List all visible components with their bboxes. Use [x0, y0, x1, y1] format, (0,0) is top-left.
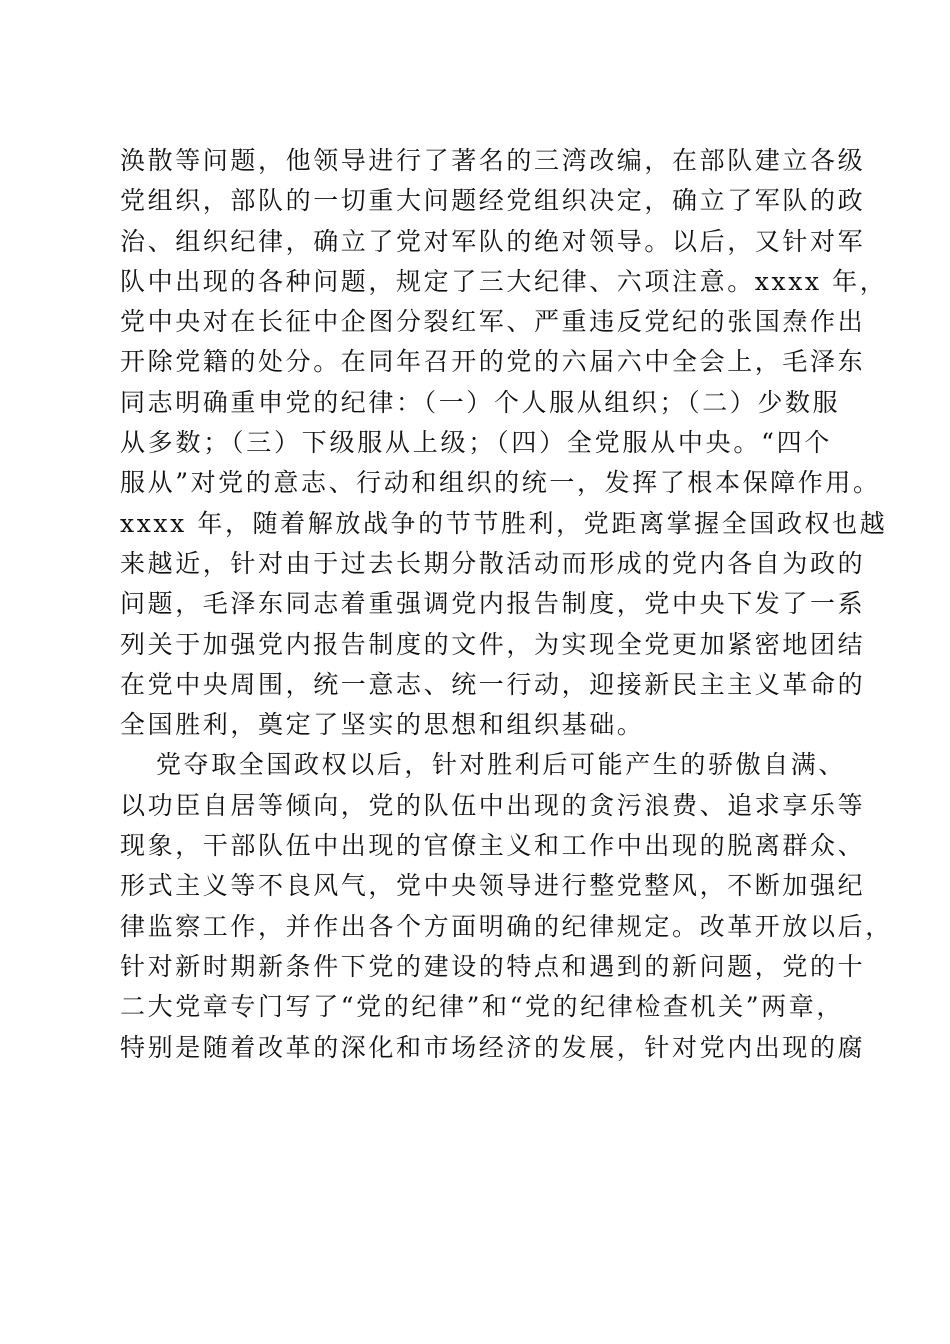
text-line: 开除党籍的处分。在同年召开的党的六届六中全会上，毛泽东	[120, 347, 866, 377]
document-body	[120, 141, 893, 1068]
text-line: 形式主义等不良风气，党中央领导进行整党整风，不断加强纪	[120, 871, 866, 901]
text-line: xxxx 年，随着解放战争的节节胜利，党距离掌握全国政权也越	[120, 508, 888, 538]
paragraph-1	[120, 141, 888, 745]
text-line: 现象，干部队伍中出现的官僚主义和工作中出现的脱离群众、	[120, 831, 866, 861]
text-line: 同志明确重申党的纪律：（一）个人服从组织；（二）少数服	[120, 387, 841, 417]
text-line: 党中央对在长征中企图分裂红军、严重违反党纪的张国焘作出	[120, 307, 866, 337]
text-line: 服从”对党的意志、行动和组织的统一，发挥了根本保障作用。	[120, 468, 881, 498]
text-line: 党夺取全国政权以后，针对胜利后可能产生的骄傲自满、	[156, 750, 847, 780]
text-line: 律监察工作，并作出各个方面明确的纪律规定。改革开放以后，	[120, 911, 893, 941]
paragraph-2	[120, 745, 893, 1067]
text-line: 涣散等问题，他领导进行了著名的三湾改编，在部队建立各级	[120, 146, 866, 175]
text-line: 队中出现的各种问题，规定了三大纪律、六项注意。xxxx 年，	[120, 266, 888, 296]
text-line: 党组织，部队的一切重大问题经党组织决定，确立了军队的政	[120, 186, 866, 216]
text-line: 来越近，针对由于过去长期分散活动而形成的党内各自为政的	[120, 548, 866, 578]
text-line: 治、组织纪律，确立了党对军队的绝对领导。以后，又针对军	[120, 226, 866, 256]
text-line: 问题，毛泽东同志着重强调党内报告制度，党中央下发了一系	[120, 589, 866, 619]
text-line: 以功臣自居等倾向，党的队伍中出现的贪污浪费、追求享乐等	[120, 790, 866, 820]
text-line: 从多数；（三）下级服从上级；（四）全党服从中央。“四个	[120, 428, 832, 458]
text-line: 全国胜利，奠定了坚实的思想和组织基础。	[120, 710, 645, 740]
text-line: 二大党章专门写了“党的纪律”和“党的纪律检查机关”两章，	[120, 992, 844, 1022]
text-line: 针对新时期新条件下党的建设的特点和遇到的新问题，党的十	[120, 951, 866, 981]
text-line: 特别是随着改革的深化和市场经济的发展，针对党内出现的腐	[120, 1032, 866, 1062]
text-line: 列关于加强党内报告制度的文件，为实现全党更加紧密地团结	[120, 629, 866, 659]
text-line: 在党中央周围，统一意志、统一行动，迎接新民主主义革命的	[120, 669, 866, 699]
